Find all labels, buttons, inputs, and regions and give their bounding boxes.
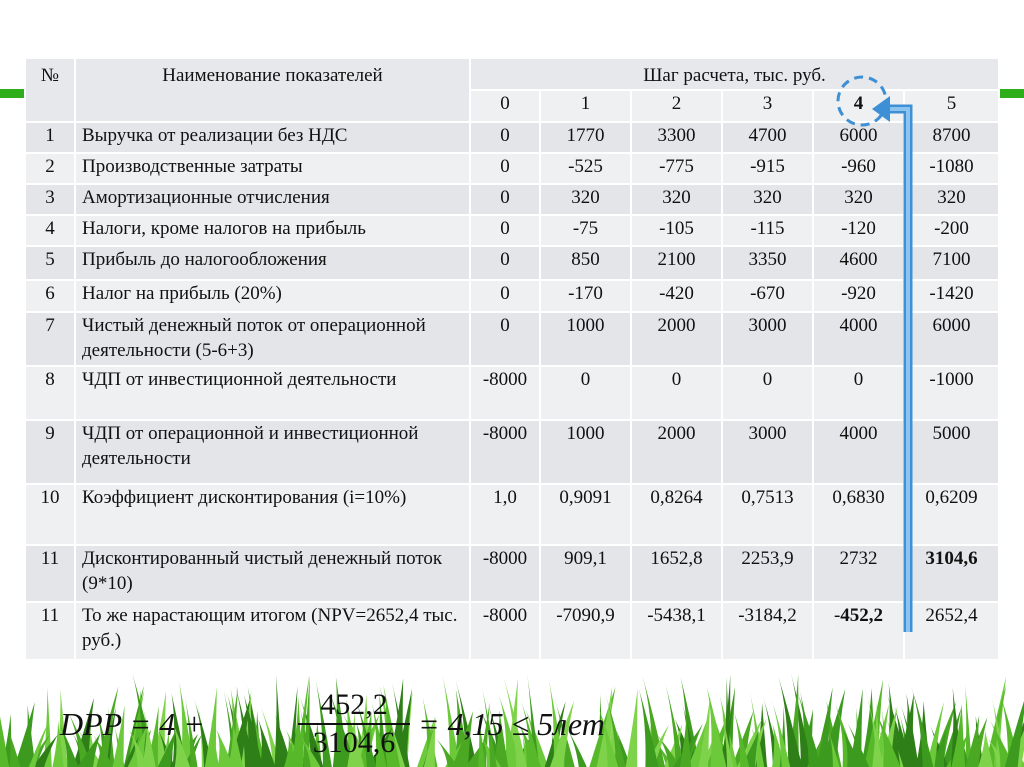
value-cell: -115 — [722, 215, 813, 246]
value-cell: 2100 — [631, 246, 722, 280]
row-name: Налоги, кроме налогов на прибыль — [75, 215, 470, 246]
table-row — [25, 312, 999, 366]
header-step-2: 2 — [631, 90, 722, 122]
highlighted-step-4: 4 — [853, 93, 864, 114]
value-cell: 7100 — [904, 246, 999, 280]
value-cell: 6000 — [904, 312, 999, 366]
table-row — [25, 215, 999, 246]
value-cell: -8000 — [470, 420, 540, 484]
value-cell: 4000 — [813, 312, 904, 366]
cash-flow-table — [24, 57, 1000, 661]
row-number: 11 — [25, 602, 75, 660]
value-cell: 850 — [540, 246, 631, 280]
formula-lhs: DPP = 4 + — [60, 706, 205, 742]
value-cell: 0 — [470, 122, 540, 153]
value-cell: 1,0 — [470, 484, 540, 545]
row-name: Чистый денежный поток от операционной деятельности (5-6+3) — [75, 312, 470, 366]
row-number: 9 — [25, 420, 75, 484]
table-row — [25, 153, 999, 184]
value-cell: 3350 — [722, 246, 813, 280]
value-cell: 0,6830 — [813, 484, 904, 545]
value-cell: 4000 — [813, 420, 904, 484]
value-cell: 0 — [470, 312, 540, 366]
value-cell: -525 — [540, 153, 631, 184]
value-cell: -670 — [722, 280, 813, 312]
value-cell: -8000 — [470, 545, 540, 602]
value-cell: 4700 — [722, 122, 813, 153]
row-name: То же нарастающим итогом (NPV=2652,4 тыс. руб.) — [75, 602, 470, 660]
value-cell: 0 — [470, 215, 540, 246]
value-cell — [813, 602, 904, 660]
value-cell: 0 — [540, 366, 631, 420]
value-cell: 3000 — [722, 312, 813, 366]
value-cell: -3184,2 — [722, 602, 813, 660]
row-name: ЧДП от инвестиционной деятельности — [75, 366, 470, 420]
table-row — [25, 280, 999, 312]
row-name: Прибыль до налогообложения — [75, 246, 470, 280]
highlighted-cumulative-value: 452,2 — [840, 605, 884, 626]
value-cell: -75 — [540, 215, 631, 246]
value-cell: 0,8264 — [631, 484, 722, 545]
value-cell: -105 — [631, 215, 722, 246]
value-cell: -8000 — [470, 602, 540, 660]
value-cell: 0 — [470, 153, 540, 184]
value-cell: 320 — [540, 184, 631, 215]
value-cell: 5000 — [904, 420, 999, 484]
formula-denominator: 3104,6 — [312, 726, 396, 759]
row-name: Налог на прибыль (20%) — [75, 280, 470, 312]
accent-bar-left — [0, 89, 24, 98]
header-num: № — [25, 58, 75, 122]
row-name: Дисконтированный чистый денежный поток (9*10) — [75, 545, 470, 602]
table-row — [25, 122, 999, 153]
value-cell: -170 — [540, 280, 631, 312]
header-step: Шаг расчета, тыс. руб. — [470, 58, 999, 90]
value-cell: 6000 — [813, 122, 904, 153]
value-cell: 2000 — [631, 420, 722, 484]
header-step-3: 3 — [722, 90, 813, 122]
table-row — [25, 246, 999, 280]
value-cell: 0,7513 — [722, 484, 813, 545]
row-number: 7 — [25, 312, 75, 366]
value-cell: 3000 — [722, 420, 813, 484]
row-number: 2 — [25, 153, 75, 184]
formula-rhs: = 4,15 ≤ 5лет — [418, 706, 605, 742]
value-cell: -920 — [813, 280, 904, 312]
value-cell — [904, 545, 999, 602]
formula-numerator: 452,2 — [320, 688, 388, 721]
row-number: 11 — [25, 545, 75, 602]
value-cell: -915 — [722, 153, 813, 184]
value-cell: 8700 — [904, 122, 999, 153]
table-row — [25, 484, 999, 545]
value-cell: 0 — [470, 246, 540, 280]
value-cell: -8000 — [470, 366, 540, 420]
value-cell: -120 — [813, 215, 904, 246]
value-cell: -420 — [631, 280, 722, 312]
table-row — [25, 602, 999, 660]
value-cell: 0 — [722, 366, 813, 420]
value-cell: 3300 — [631, 122, 722, 153]
row-number: 10 — [25, 484, 75, 545]
value-cell: 0,6209 — [904, 484, 999, 545]
table-row — [25, 420, 999, 484]
value-cell: 0 — [631, 366, 722, 420]
value-cell: 320 — [904, 184, 999, 215]
value-cell: 1770 — [540, 122, 631, 153]
value-cell: 320 — [813, 184, 904, 215]
fraction-line — [298, 723, 410, 725]
value-cell: -200 — [904, 215, 999, 246]
value-cell: 909,1 — [540, 545, 631, 602]
value-cell: -1000 — [904, 366, 999, 420]
grass-blade — [626, 688, 638, 767]
minus-sign: - — [833, 605, 841, 626]
value-cell: -960 — [813, 153, 904, 184]
row-number: 5 — [25, 246, 75, 280]
row-number: 6 — [25, 280, 75, 312]
row-name: ЧДП от операционной и инвестиционной деятельности — [75, 420, 470, 484]
value-cell: 2652,4 — [904, 602, 999, 660]
row-number: 3 — [25, 184, 75, 215]
value-cell: 0 — [813, 366, 904, 420]
value-cell: 2732 — [813, 545, 904, 602]
value-cell: 1000 — [540, 420, 631, 484]
value-cell: 0,9091 — [540, 484, 631, 545]
table-row — [25, 545, 999, 602]
header-step-4 — [813, 90, 904, 122]
header-name: Наименование показателей — [75, 58, 470, 122]
value-cell: 2253,9 — [722, 545, 813, 602]
value-cell: 0 — [470, 184, 540, 215]
row-number: 8 — [25, 366, 75, 420]
header-step-0: 0 — [470, 90, 540, 122]
value-cell: 1652,8 — [631, 545, 722, 602]
row-number: 1 — [25, 122, 75, 153]
value-cell: -1080 — [904, 153, 999, 184]
row-number: 4 — [25, 215, 75, 246]
value-cell: -1420 — [904, 280, 999, 312]
row-name: Амортизационные отчисления — [75, 184, 470, 215]
row-name: Производственные затраты — [75, 153, 470, 184]
value-cell: 4600 — [813, 246, 904, 280]
table-row — [25, 184, 999, 215]
value-cell: 1000 — [540, 312, 631, 366]
highlighted-dcf-value: 3104,6 — [925, 548, 978, 569]
value-cell: -7090,9 — [540, 602, 631, 660]
row-name: Коэффициент дисконтирования (i=10%) — [75, 484, 470, 545]
table-row — [25, 366, 999, 420]
value-cell: -775 — [631, 153, 722, 184]
value-cell: -5438,1 — [631, 602, 722, 660]
value-cell: 320 — [631, 184, 722, 215]
accent-bar-right — [998, 89, 1024, 98]
value-cell: 0 — [470, 280, 540, 312]
value-cell: 2000 — [631, 312, 722, 366]
formula-fraction — [298, 688, 410, 760]
dpp-formula — [60, 688, 605, 760]
header-step-1: 1 — [540, 90, 631, 122]
header-step-5: 5 — [904, 90, 999, 122]
row-name: Выручка от реализации без НДС — [75, 122, 470, 153]
value-cell: 320 — [722, 184, 813, 215]
